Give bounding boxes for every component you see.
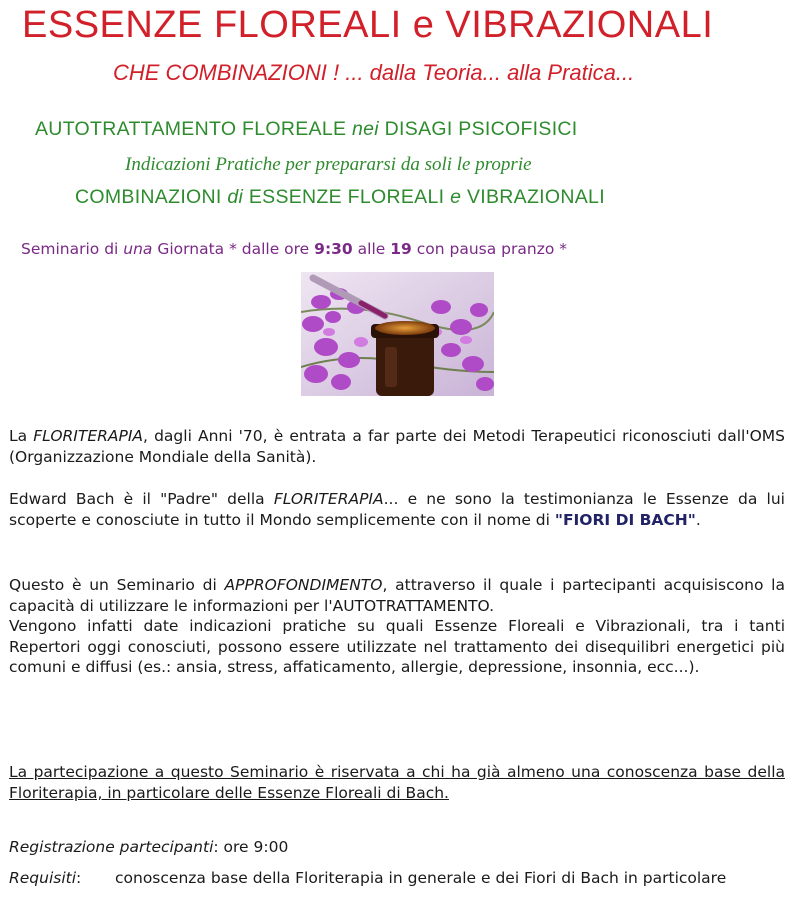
headline-combinazioni: COMBINAZIONI di ESSENZE FLOREALI e VIBRAZIONALI [75,186,605,208]
flower-bottle-illustration [301,272,494,396]
registration-info: Registrazione partecipanti: ore 9:00 [9,838,289,856]
paragraph-floriterapia: La FLORITERAPIA, dagli Anni '70, è entrata a far parte dei Metodi Terapeutici riconosciuti dall'OMS (Organizzazione Mondiale della Sanità). [9,427,786,466]
paragraph-edward-bach: Edward Bach è il "Padre" della FLORITERAPIA... e ne sono la testimonianza le Essenze da lui scoperte e conosciute in tutto il Mondo semplicemente con il nome di "FIORI DI BACH". [9,490,785,529]
headline-autotrattamento: AUTOTRATTAMENTO FLOREALE nei DISAGI PSICOFISICI [35,118,578,140]
paragraph-partecipazione: La partecipazione a questo Seminario è riservata a chi ha già almeno una conoscenza base della Floriterapia, in particolare delle Essenze Floreali di Bach. [9,763,785,802]
flower-essence-photo [301,272,494,396]
requirements-info [9,868,785,889]
headline-indicazioni: Indicazioni Pratiche per prepararsi da soli le proprie [125,154,532,175]
page-title: ESSENZE FLOREALI e VIBRAZIONALI [22,4,714,46]
page-subtitle: CHE COMBINAZIONI ! ... dalla Teoria... alla Pratica... [113,60,635,85]
seminar-info: Seminario di una Giornata * dalle ore 9:30 alle 19 con pausa pranzo * [21,240,567,258]
requirements-text: conoscenza base della Floriterapia in generale e dei Fiori di Bach in particolare [115,869,727,887]
paragraph-seminario: Questo è un Seminario di APPROFONDIMENTO, attraverso il quale i partecipanti acquisiscono la capacità di utilizzare le informazioni per l'AUTOTRATTAMENTO. Vengono infatti date indicazioni pratiche su quali Essenze Floreali e Vibrazionali, tra i tanti Repertori oggi conosciuti, possono essere utilizzate nel trattamento dei disequilibri energetici più comuni e diffusi (es.: ansia, stress, affaticamento, allergie, depressione, insonnia, ecc...). [9,576,785,676]
requirements-label: Requisiti: [9,869,82,887]
